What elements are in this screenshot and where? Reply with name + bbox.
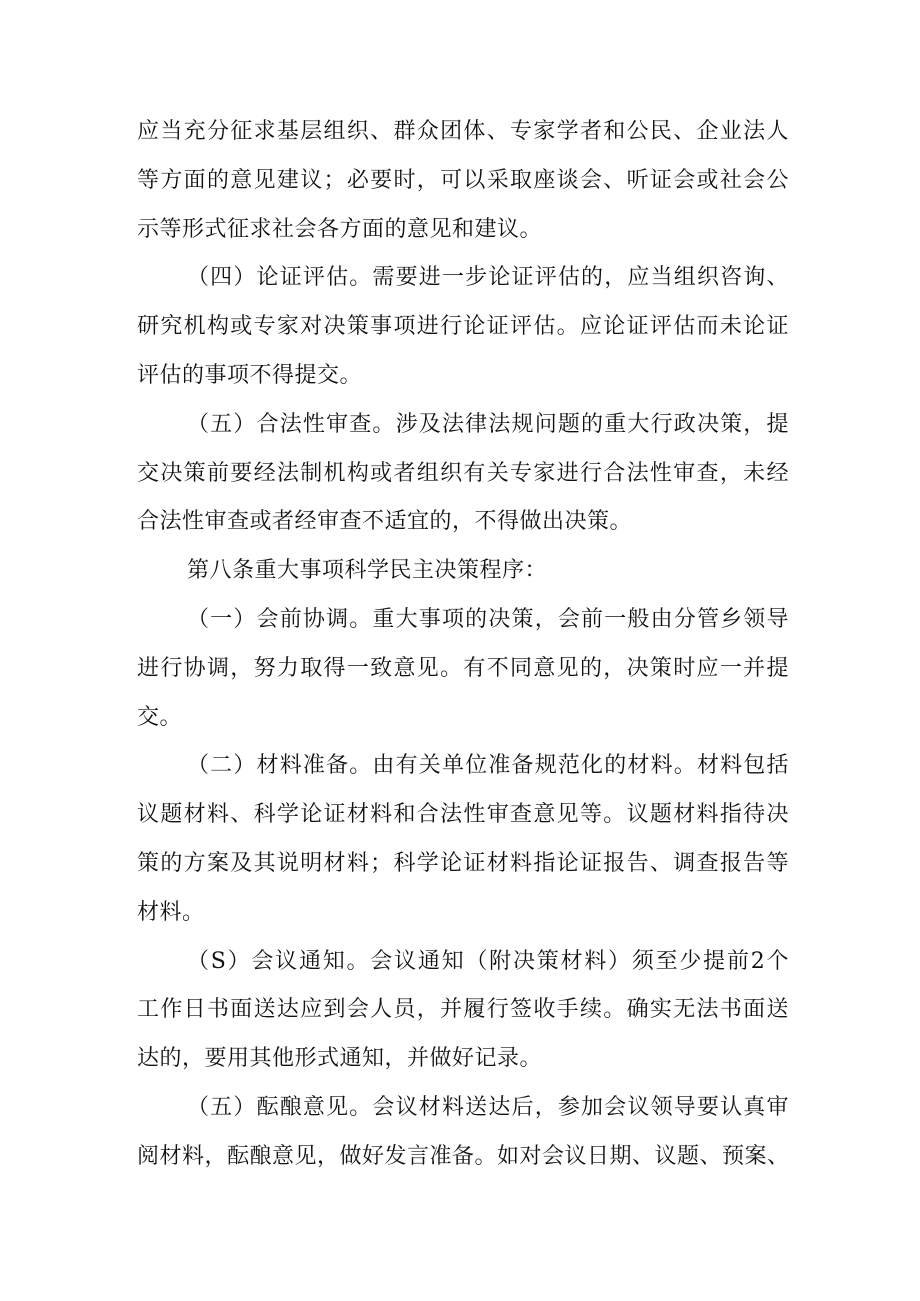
text-line: 材料。 [137,899,205,925]
text-line: 达的，要用其他形式通知，并做好记录。 [137,1046,543,1072]
text-line: 研究机构或专家对决策事项进行论证评估。应论证评估而未论证 [137,314,789,340]
text-line: （二）材料准备。由有关单位准备规范化的材料。材料包括 [187,753,789,779]
text-line: 评估的事项不得提交。 [137,362,363,388]
text-line: （S）会议通知。会议通知（附决策材料）须至少提前2个 [187,948,789,974]
text-line: 策的方案及其说明材料；科学论证材料指论证报告、调查报告等 [137,850,789,876]
text-line: 议题材料、科学论证材料和合法性审查意见等。议题材料指待决 [137,802,789,828]
text-line: 等方面的意见建议；必要时，可以采取座谈会、听证会或社会公 [137,167,789,193]
text-line: 进行协调，努力取得一致意见。有不同意见的，决策时应一并提 [137,655,789,681]
text-line: 应当充分征求基层组织、群众团体、专家学者和公民、企业法人 [137,119,789,144]
text-line: 阅材料，酝酿意见，做好发言准备。如对会议日期、议题、预案、 [137,1143,790,1169]
text-line: （五）合法性审查。涉及法律法规问题的重大行政决策，提 [187,411,789,437]
text-line: 合法性审查或者经审查不适宜的，不得做出决策。 [137,509,633,535]
text-line: 交决策前要经法制机构或者组织有关专家进行合法性审查，未经 [137,460,789,486]
text-line: 交。 [137,704,183,730]
text-line: 第八条重大事项科学民主决策程序： [187,558,548,584]
document-body [137,108,789,1182]
text-line: 示等形式征求社会各方面的意见和建议。 [137,216,543,242]
text-line: 工作日书面送达应到会人员，并履行签收手续。确实无法书面送 [137,997,789,1023]
text-line: （五）酝酿意见。会议材料送达后，参加会议领导要认真审 [187,1094,789,1120]
text-line: （一）会前协调。重大事项的决策，会前一般由分管乡领导 [187,606,789,632]
text-line: （四）论证评估。需要进一步论证评估的，应当组织咨询、 [187,265,789,291]
